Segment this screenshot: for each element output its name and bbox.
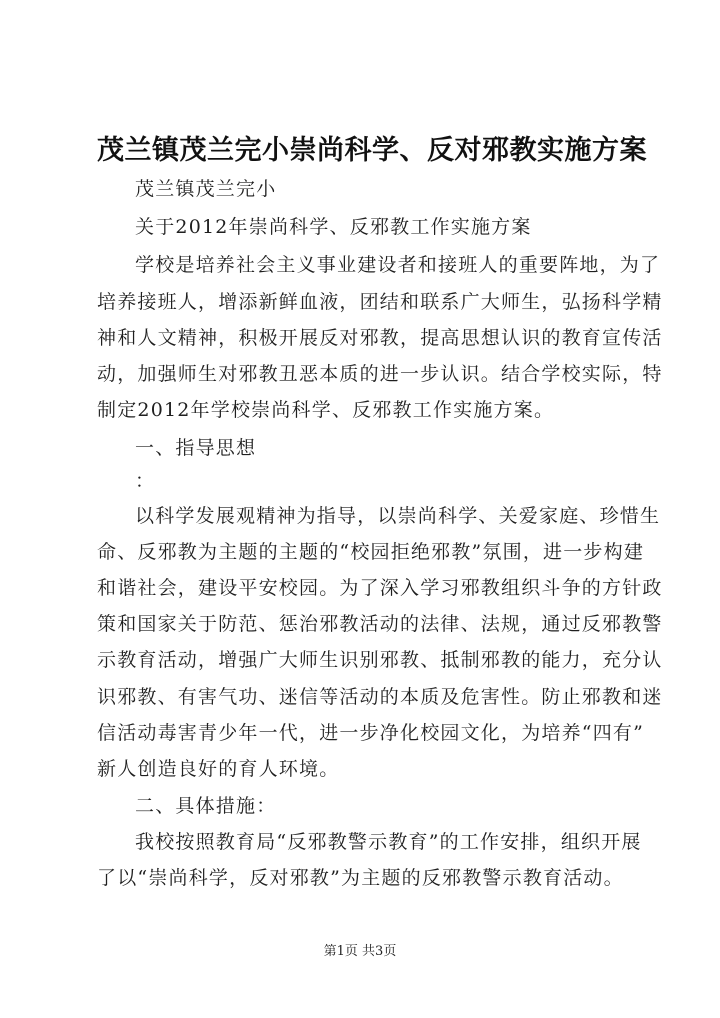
paragraph-line: 信活动毒害青少年一代，进一步净化校园文化，为培养“四有” [97,722,645,744]
section-heading: 一、指导思想 [135,437,257,459]
paragraph-line: 以科学发展观精神为指导，以崇尚科学、关爱家庭、珍惜生 [135,505,661,527]
paragraph-line: 和谐社会，建设平安校园。为了深入学习邪教组织斗争的方针政 [97,577,663,599]
paragraph-line: 培养接班人，增添新鲜血液，团结和联系广大师生，弘扬科学精 [97,291,663,313]
paragraph-line: 神和人文精神，积极开展反对邪教，提高思想认识的教育宣传活 [97,327,663,349]
document-subtitle: 关于2012年崇尚科学、反邪教工作实施方案 [135,216,532,238]
paragraph-line: 策和国家关于防范、惩治邪教活动的法律、法规，通过反邪教警 [97,613,663,635]
section-heading: 二、具体措施： [135,795,277,817]
paragraph-line: 制定2012年学校崇尚科学、反邪教工作实施方案。 [97,399,555,421]
colon-mark: ： [135,470,156,492]
paragraph-line: 我校按照教育局“反邪教警示教育”的工作安排，组织开展 [135,831,642,853]
paragraph-line: 示教育活动，增强广大师生识别邪教、抵制邪教的能力，充分认 [97,649,663,671]
paragraph-line: 了以“崇尚科学，反对邪教”为主题的反邪教警示教育活动。 [97,867,624,889]
paragraph-line: 命、反邪教为主题的主题的“校园拒绝邪教”氛围，进一步构建 [97,541,645,563]
paragraph-line: 识邪教、有害气功、迷信等活动的本质及危害性。防止邪教和迷 [97,686,663,708]
paragraph-line: 新人创造良好的育人环境。 [97,758,340,780]
paragraph-line: 动，加强师生对邪教丑恶本质的进一步认识。结合学校实际，特 [97,363,663,385]
paragraph-line: 学校是培养社会主义事业建设者和接班人的重要阵地，为了 [135,254,661,276]
document-title: 茂兰镇茂兰完小崇尚科学、反对邪教实施方案 [97,135,647,166]
page-footer: 第1页 共3页 [323,944,397,959]
org-name: 茂兰镇茂兰完小 [135,178,277,200]
